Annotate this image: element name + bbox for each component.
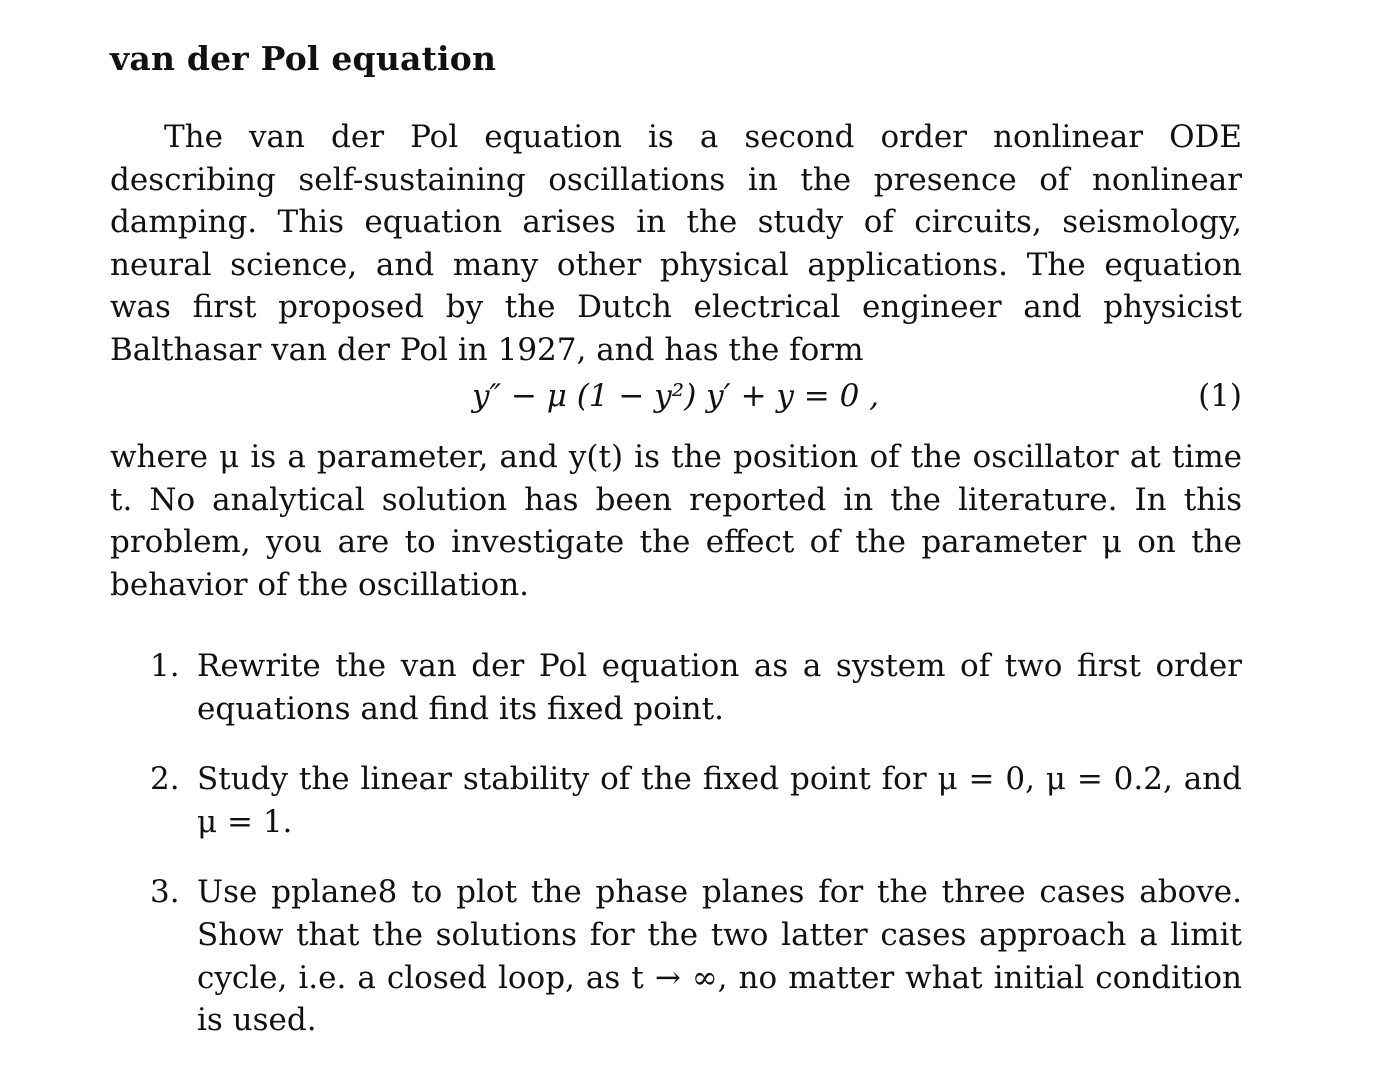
- list-item-number: 3.: [150, 874, 180, 911]
- list-item-number: 2.: [150, 761, 180, 798]
- followup-paragraph: where μ is a parameter, and y(t) is the position of the oscillator at time t. No analytical solution has been reported in the literature. In this problem, you are to investigate the effect of the parameter μ on the behavior of the oscillation.: [110, 439, 1242, 603]
- van-der-pol-equation: y″ − μ (1 − y²) y′ + y = 0 ,: [472, 378, 880, 414]
- list-item: [150, 871, 1242, 1041]
- equation-number: (1): [1198, 378, 1242, 414]
- list-item-text: Use pplane8 to plot the phase planes for the three cases above. Show that the solutions for the two latter cases approach a limit cycle, i.e. a closed loop, as t → ∞, no matter what initial condition is used.: [197, 874, 1242, 1039]
- list-item-text: Rewrite the van der Pol equation as a system of two first order equations and find its fixed point.: [197, 648, 1242, 727]
- list-item: [150, 758, 1242, 843]
- list-item-number: 1.: [150, 648, 180, 684]
- intro-paragraph: The van der Pol equation is a second order nonlinear ODE describing self-sustaining oscillations in the presence of nonlinear damping. This equation arises in the study of circuits, seismology, neural science, and many other physical applications. The equation was first proposed by the Dutch electrical engineer and physicist Balthasar van der Pol in 1927, and has the form: [110, 119, 1242, 368]
- section-title: van der Pol equation: [110, 39, 497, 78]
- list-item: [150, 645, 1242, 730]
- list-item-text: Study the linear stability of the fixed point for μ = 0, μ = 0.2, and μ = 1.: [197, 761, 1242, 840]
- equation-row: [110, 374, 1242, 418]
- document-page: [110, 0, 1242, 1088]
- question-list: [150, 645, 1242, 1070]
